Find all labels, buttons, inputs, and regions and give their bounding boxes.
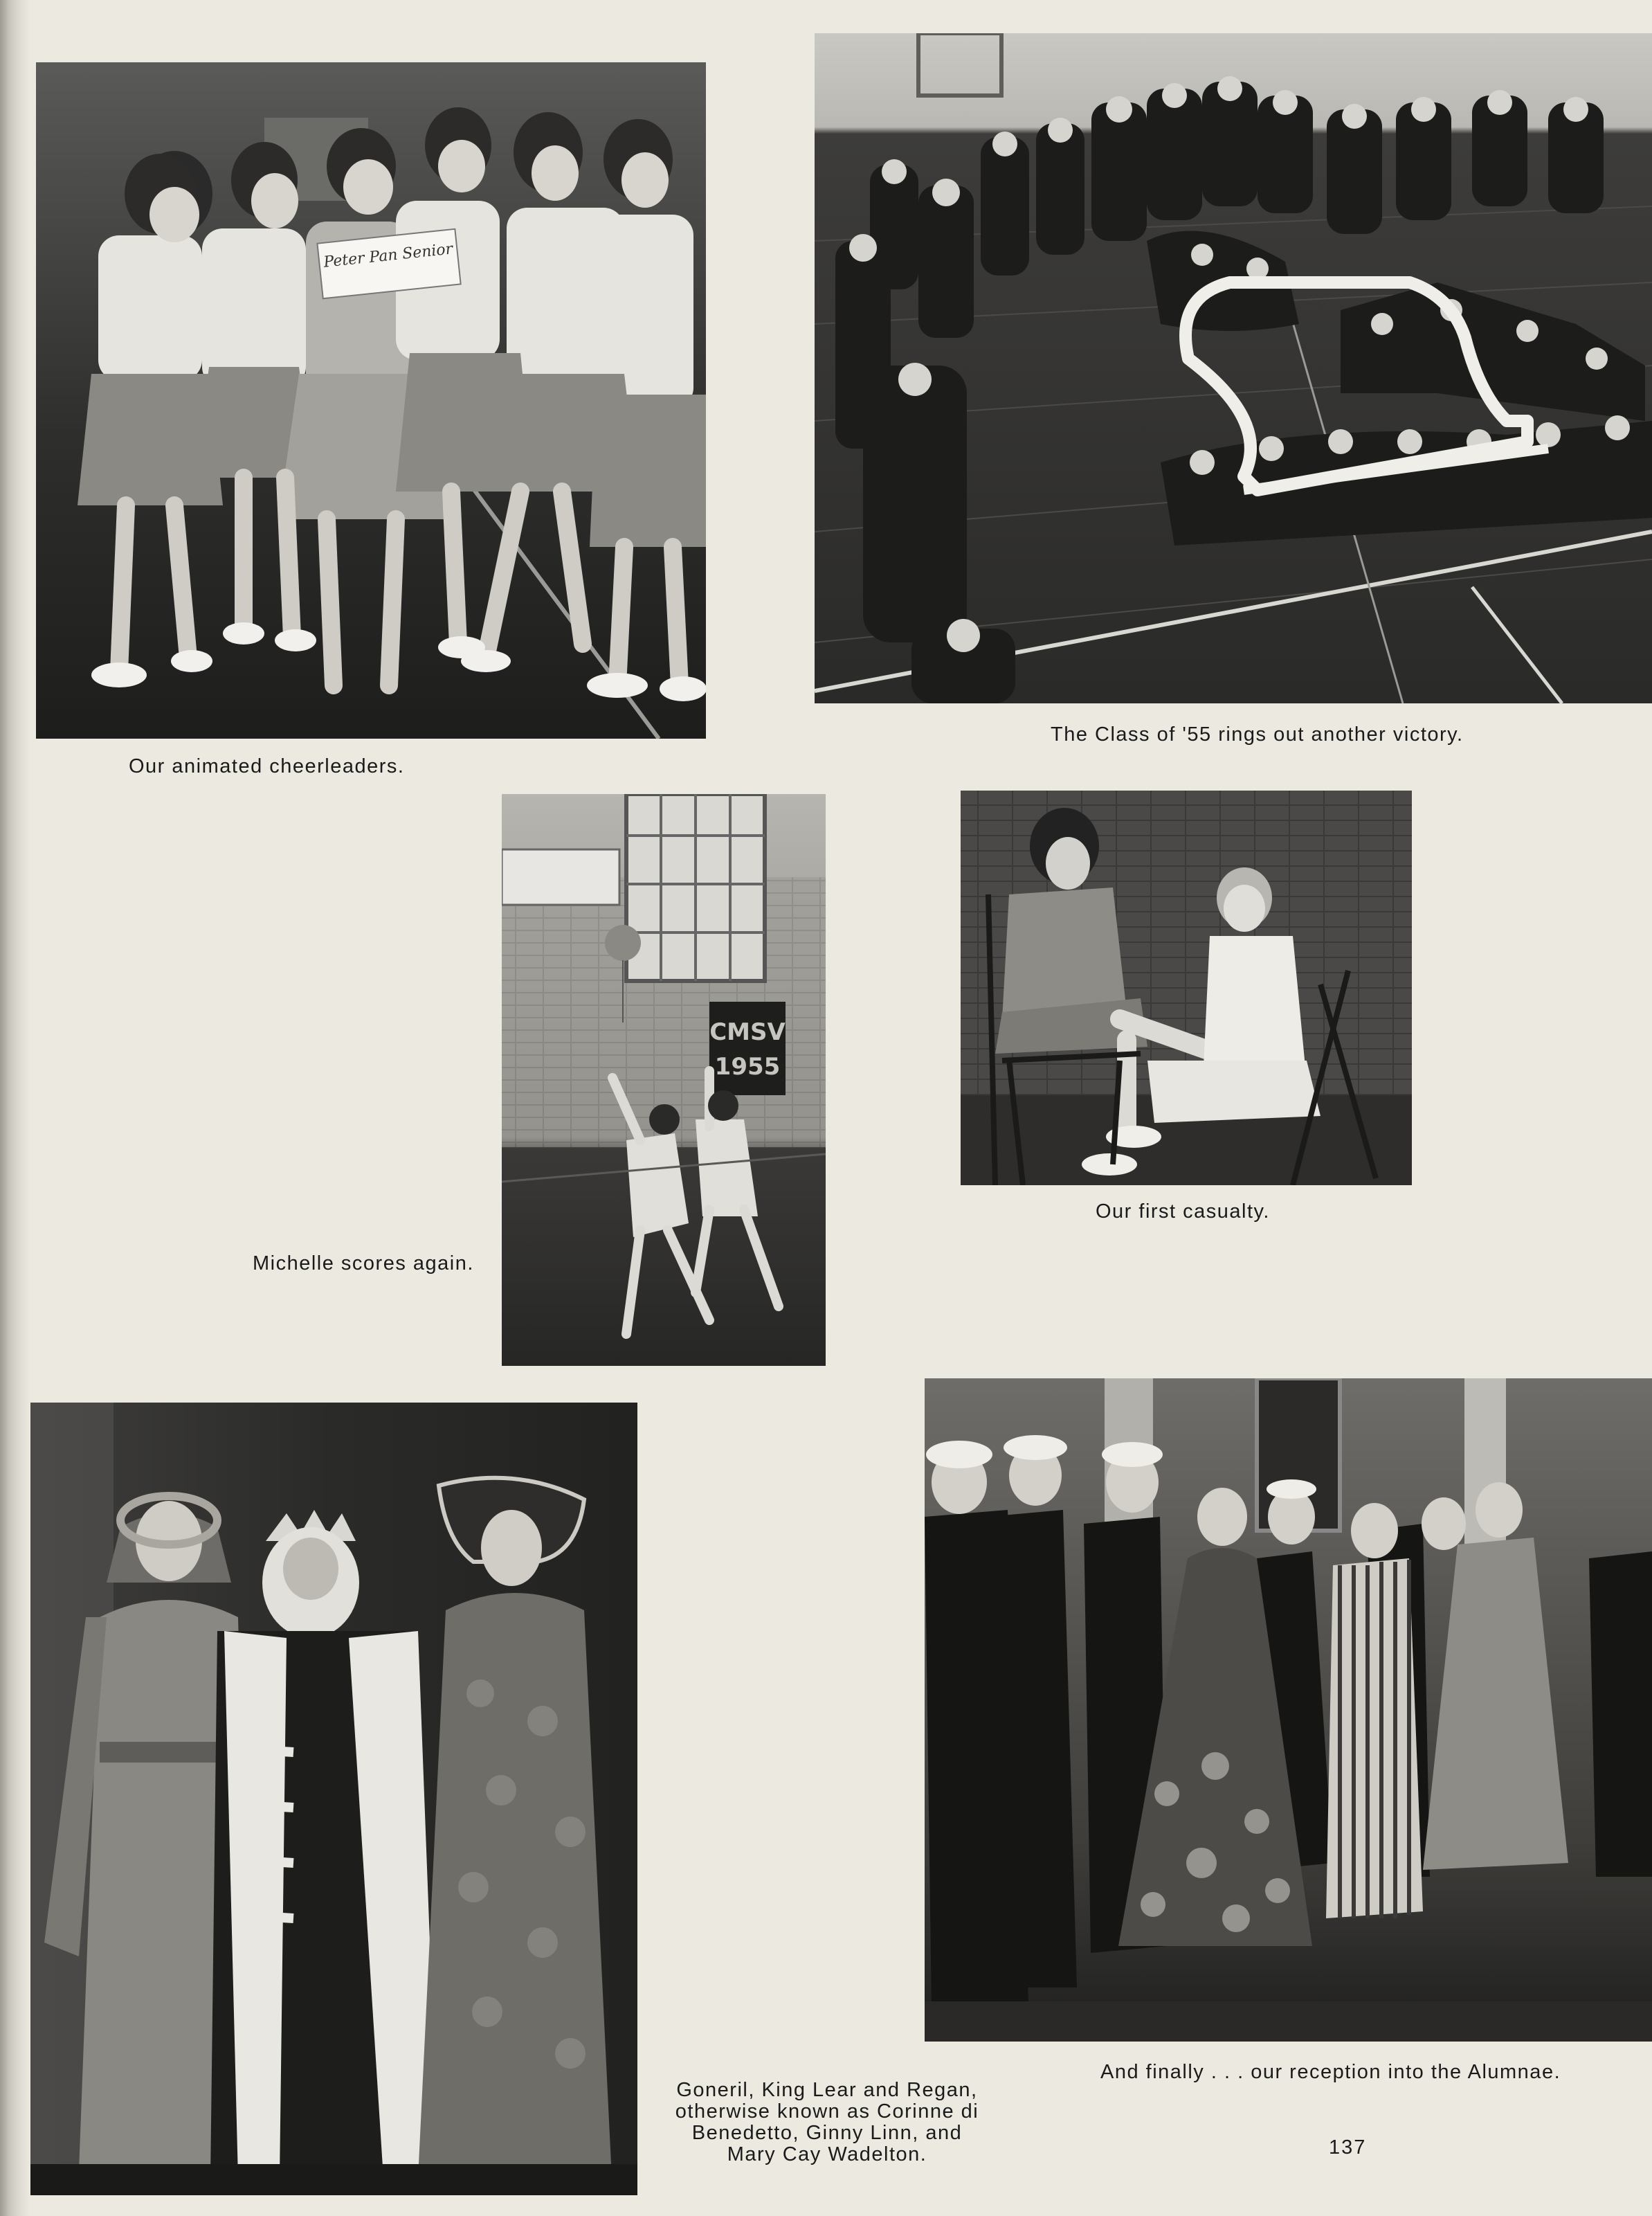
alumnae-caption: And finally . . . our reception into the Alumnae. [1100, 2061, 1561, 2083]
class-victory-caption: The Class of '55 rings out another victory. [1051, 723, 1464, 746]
banner-cmsv-text: CMSV [709, 1018, 786, 1046]
cheerleaders-caption: Our animated cheerleaders. [129, 755, 405, 777]
page-number: 137 [1329, 2136, 1367, 2159]
sign-text: Peter Pan Senior [323, 240, 454, 271]
basketball-photo [502, 794, 826, 1366]
casualty-photo [961, 791, 1412, 1185]
alumnae-reception-photo [925, 1378, 1652, 2042]
king-lear-caption-line-3: Benedetto, Ginny Linn, and [691, 2122, 963, 2144]
casualty-caption: Our first casualty. [1096, 1200, 1270, 1223]
banner-year-text: 1955 [714, 1053, 781, 1081]
king-lear-caption-line-1: Goneril, King Lear and Regan, [676, 2079, 978, 2101]
michelle-caption: Michelle scores again. [253, 1252, 474, 1274]
king-lear-caption-line-2: otherwise known as Corinne di [675, 2100, 979, 2123]
page-binding-edge [0, 0, 30, 2216]
class-victory-photo [815, 33, 1652, 703]
king-lear-caption [664, 2080, 990, 2165]
king-lear-photo [30, 1403, 637, 2195]
cheerleaders-photo [36, 62, 706, 739]
king-lear-caption-line-4: Mary Cay Wadelton. [727, 2143, 927, 2165]
